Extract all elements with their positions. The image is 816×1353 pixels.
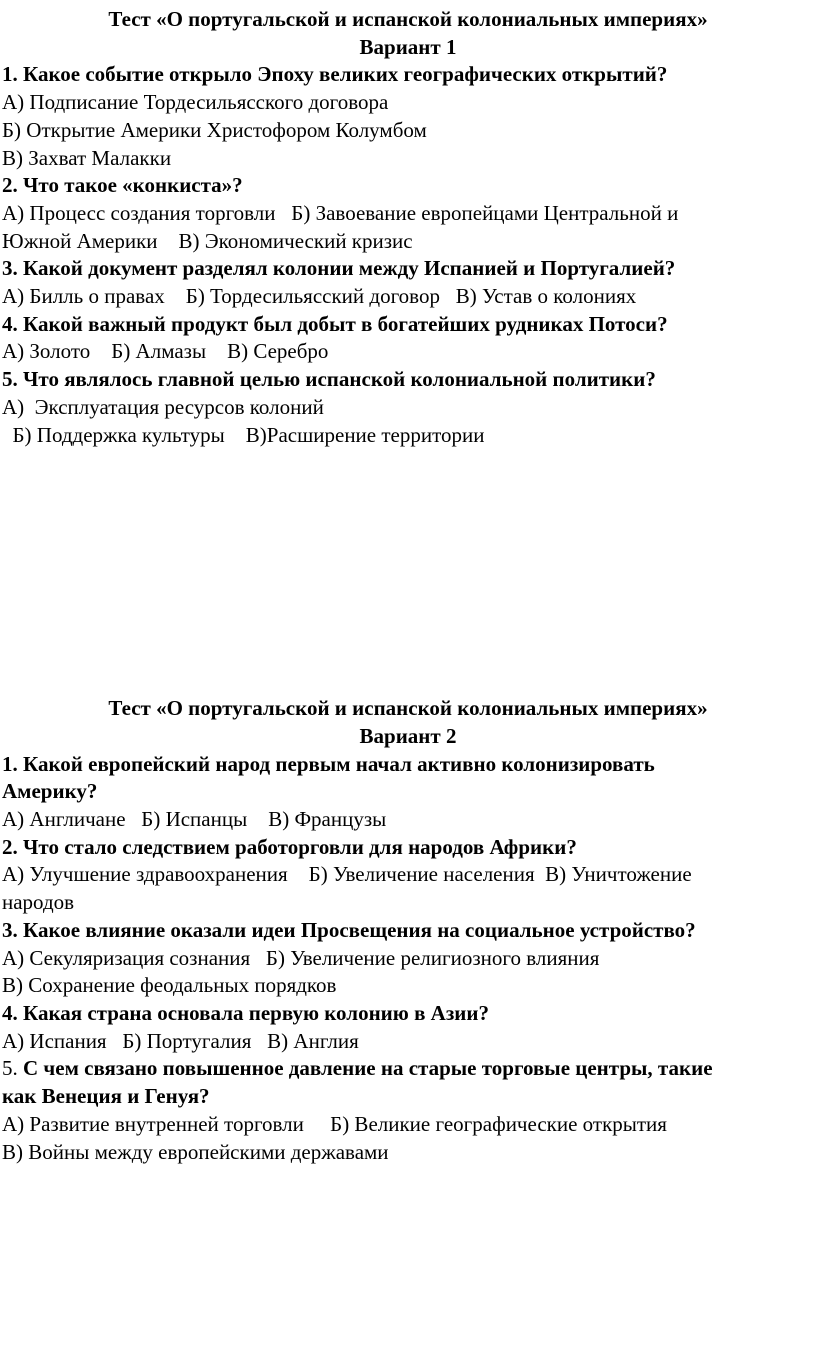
question-line: 5. Что являлось главной целью испанской колониальной политики? [2, 367, 656, 392]
variant-1-heading: Вариант 1 [359, 34, 457, 59]
section-gap [2, 449, 814, 695]
variant-2-body [2, 751, 814, 1167]
option-line: Б) Открытие Америки Христофором Колумбом [2, 117, 427, 142]
question-line: 1. Какой европейский народ первым начал активно колонизировать [2, 751, 655, 776]
question-line: Америку? [2, 779, 98, 804]
option-line: А) Улучшение здравоохранения Б) Увеличение населения В) Уничтожение [2, 862, 692, 887]
option-line: А) Развитие внутренней торговли Б) Великие географические открытия [2, 1111, 667, 1136]
question-line: 2. Что стало следствием работорговли для народов Африки? [2, 834, 577, 859]
option-line: А) Секуляризация сознания Б) Увеличение религиозного влияния [2, 945, 600, 970]
question-line: 4. Какой важный продукт был добыт в богатейших рудниках Потоси? [2, 311, 668, 336]
question-text: С чем связано повышенное давление на старые торговые центры, такие [23, 1056, 713, 1081]
variant-2-heading: Вариант 2 [359, 723, 457, 748]
option-line: В) Захват Малакки [2, 145, 172, 170]
option-line: Южной Америки В) Экономический кризис [2, 228, 413, 253]
option-line: А) Англичане Б) Испанцы В) Французы [2, 807, 387, 832]
question-line: 3. Какой документ разделял колонии между Испанией и Португалией? [2, 256, 676, 281]
test-section-variant-2 [2, 695, 814, 1166]
question-line: как Венеция и Генуя? [2, 1084, 210, 1109]
test-section-variant-1 [2, 6, 814, 449]
question-number: 5. [2, 1056, 23, 1081]
test-title: Тест «О португальской и испанской колониальных империях» [108, 696, 708, 721]
option-line: А) Процесс создания торговли Б) Завоевание европейцами Центральной и [2, 200, 679, 225]
option-line: А) Эксплуатация ресурсов колоний [2, 394, 324, 419]
test-title: Тест «О португальской и испанской колониальных империях» [108, 7, 708, 31]
question-line: 4. Какая страна основала первую колонию в Азии? [2, 1000, 489, 1025]
option-line: А) Подписание Тордесильясского договора [2, 90, 389, 115]
option-line: А) Испания Б) Португалия В) Англия [2, 1028, 359, 1053]
question-line: 1. Какое событие открыло Эпоху великих географических открытий? [2, 62, 668, 87]
variant-1-body [2, 61, 814, 449]
option-line: А) Золото Б) Алмазы В) Серебро [2, 339, 329, 364]
question-line: 3. Какое влияние оказали идеи Просвещения на социальное устройство? [2, 917, 696, 942]
question-line: 2. Что такое «конкиста»? [2, 173, 243, 198]
option-line: В) Сохранение феодальных порядков [2, 973, 337, 998]
option-line: А) Билль о правах Б) Тордесильясский договор В) Устав о колониях [2, 284, 637, 309]
option-line: Б) Поддержка культуры В)Расширение территории [2, 422, 485, 447]
question-line [2, 1055, 814, 1083]
option-line: В) Войны между европейскими державами [2, 1139, 389, 1164]
option-line: народов [2, 890, 75, 915]
